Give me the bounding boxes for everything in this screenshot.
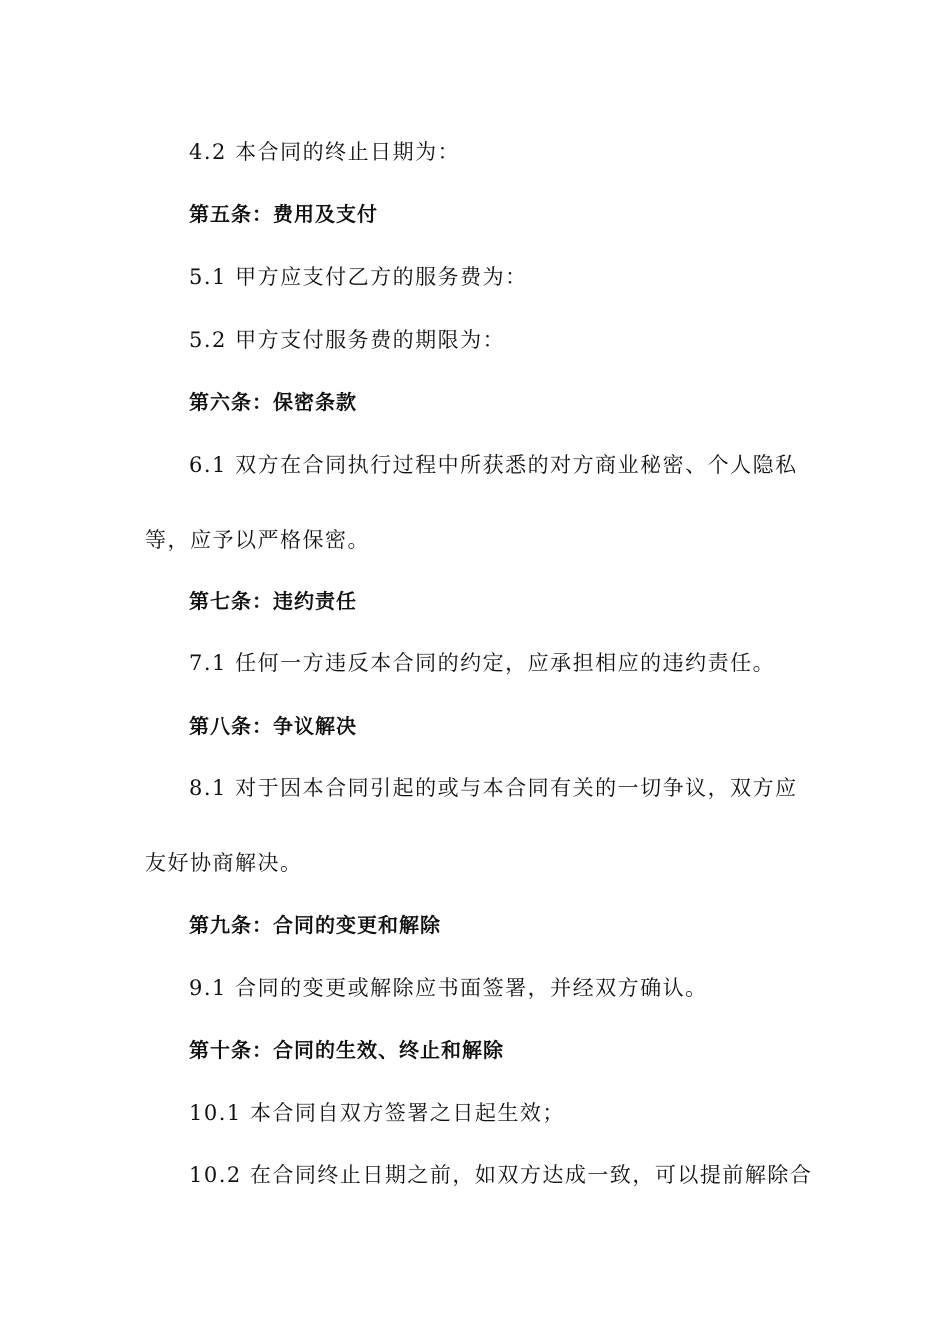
clause-8-1-continued: 友好协商解决。 bbox=[145, 851, 303, 875]
clause-9-1: 9.1 合同的变更或解除应书面签署，并经双方确认。 bbox=[189, 976, 708, 1000]
clause-5-1: 5.1 甲方应支付乙方的服务费为： bbox=[189, 265, 528, 289]
article-10-heading: 第十条：合同的生效、终止和解除 bbox=[189, 1038, 504, 1062]
article-6-heading: 第六条：保密条款 bbox=[189, 390, 357, 414]
clause-6-1: 6.1 双方在合同执行过程中所获悉的对方商业秘密、个人隐私 bbox=[189, 453, 798, 477]
clause-4-2: 4.2 本合同的终止日期为： bbox=[189, 140, 461, 164]
article-9-heading: 第九条：合同的变更和解除 bbox=[189, 913, 441, 937]
clause-6-1-continued: 等，应予以严格保密。 bbox=[145, 528, 370, 552]
clause-7-1: 7.1 任何一方违反本合同的约定，应承担相应的违约责任。 bbox=[189, 651, 776, 675]
article-8-heading: 第八条：争议解决 bbox=[189, 714, 357, 738]
article-5-heading: 第五条：费用及支付 bbox=[189, 202, 378, 226]
clause-10-2: 10.2 在合同终止日期之前，如双方达成一致，可以提前解除合 bbox=[189, 1163, 813, 1187]
clause-5-2: 5.2 甲方支付服务费的期限为： bbox=[189, 328, 506, 352]
article-7-heading: 第七条：违约责任 bbox=[189, 589, 357, 613]
clause-8-1: 8.1 对于因本合同引起的或与本合同有关的一切争议，双方应 bbox=[189, 776, 798, 800]
clause-10-1: 10.1 本合同自双方签署之日起生效； bbox=[189, 1101, 565, 1125]
